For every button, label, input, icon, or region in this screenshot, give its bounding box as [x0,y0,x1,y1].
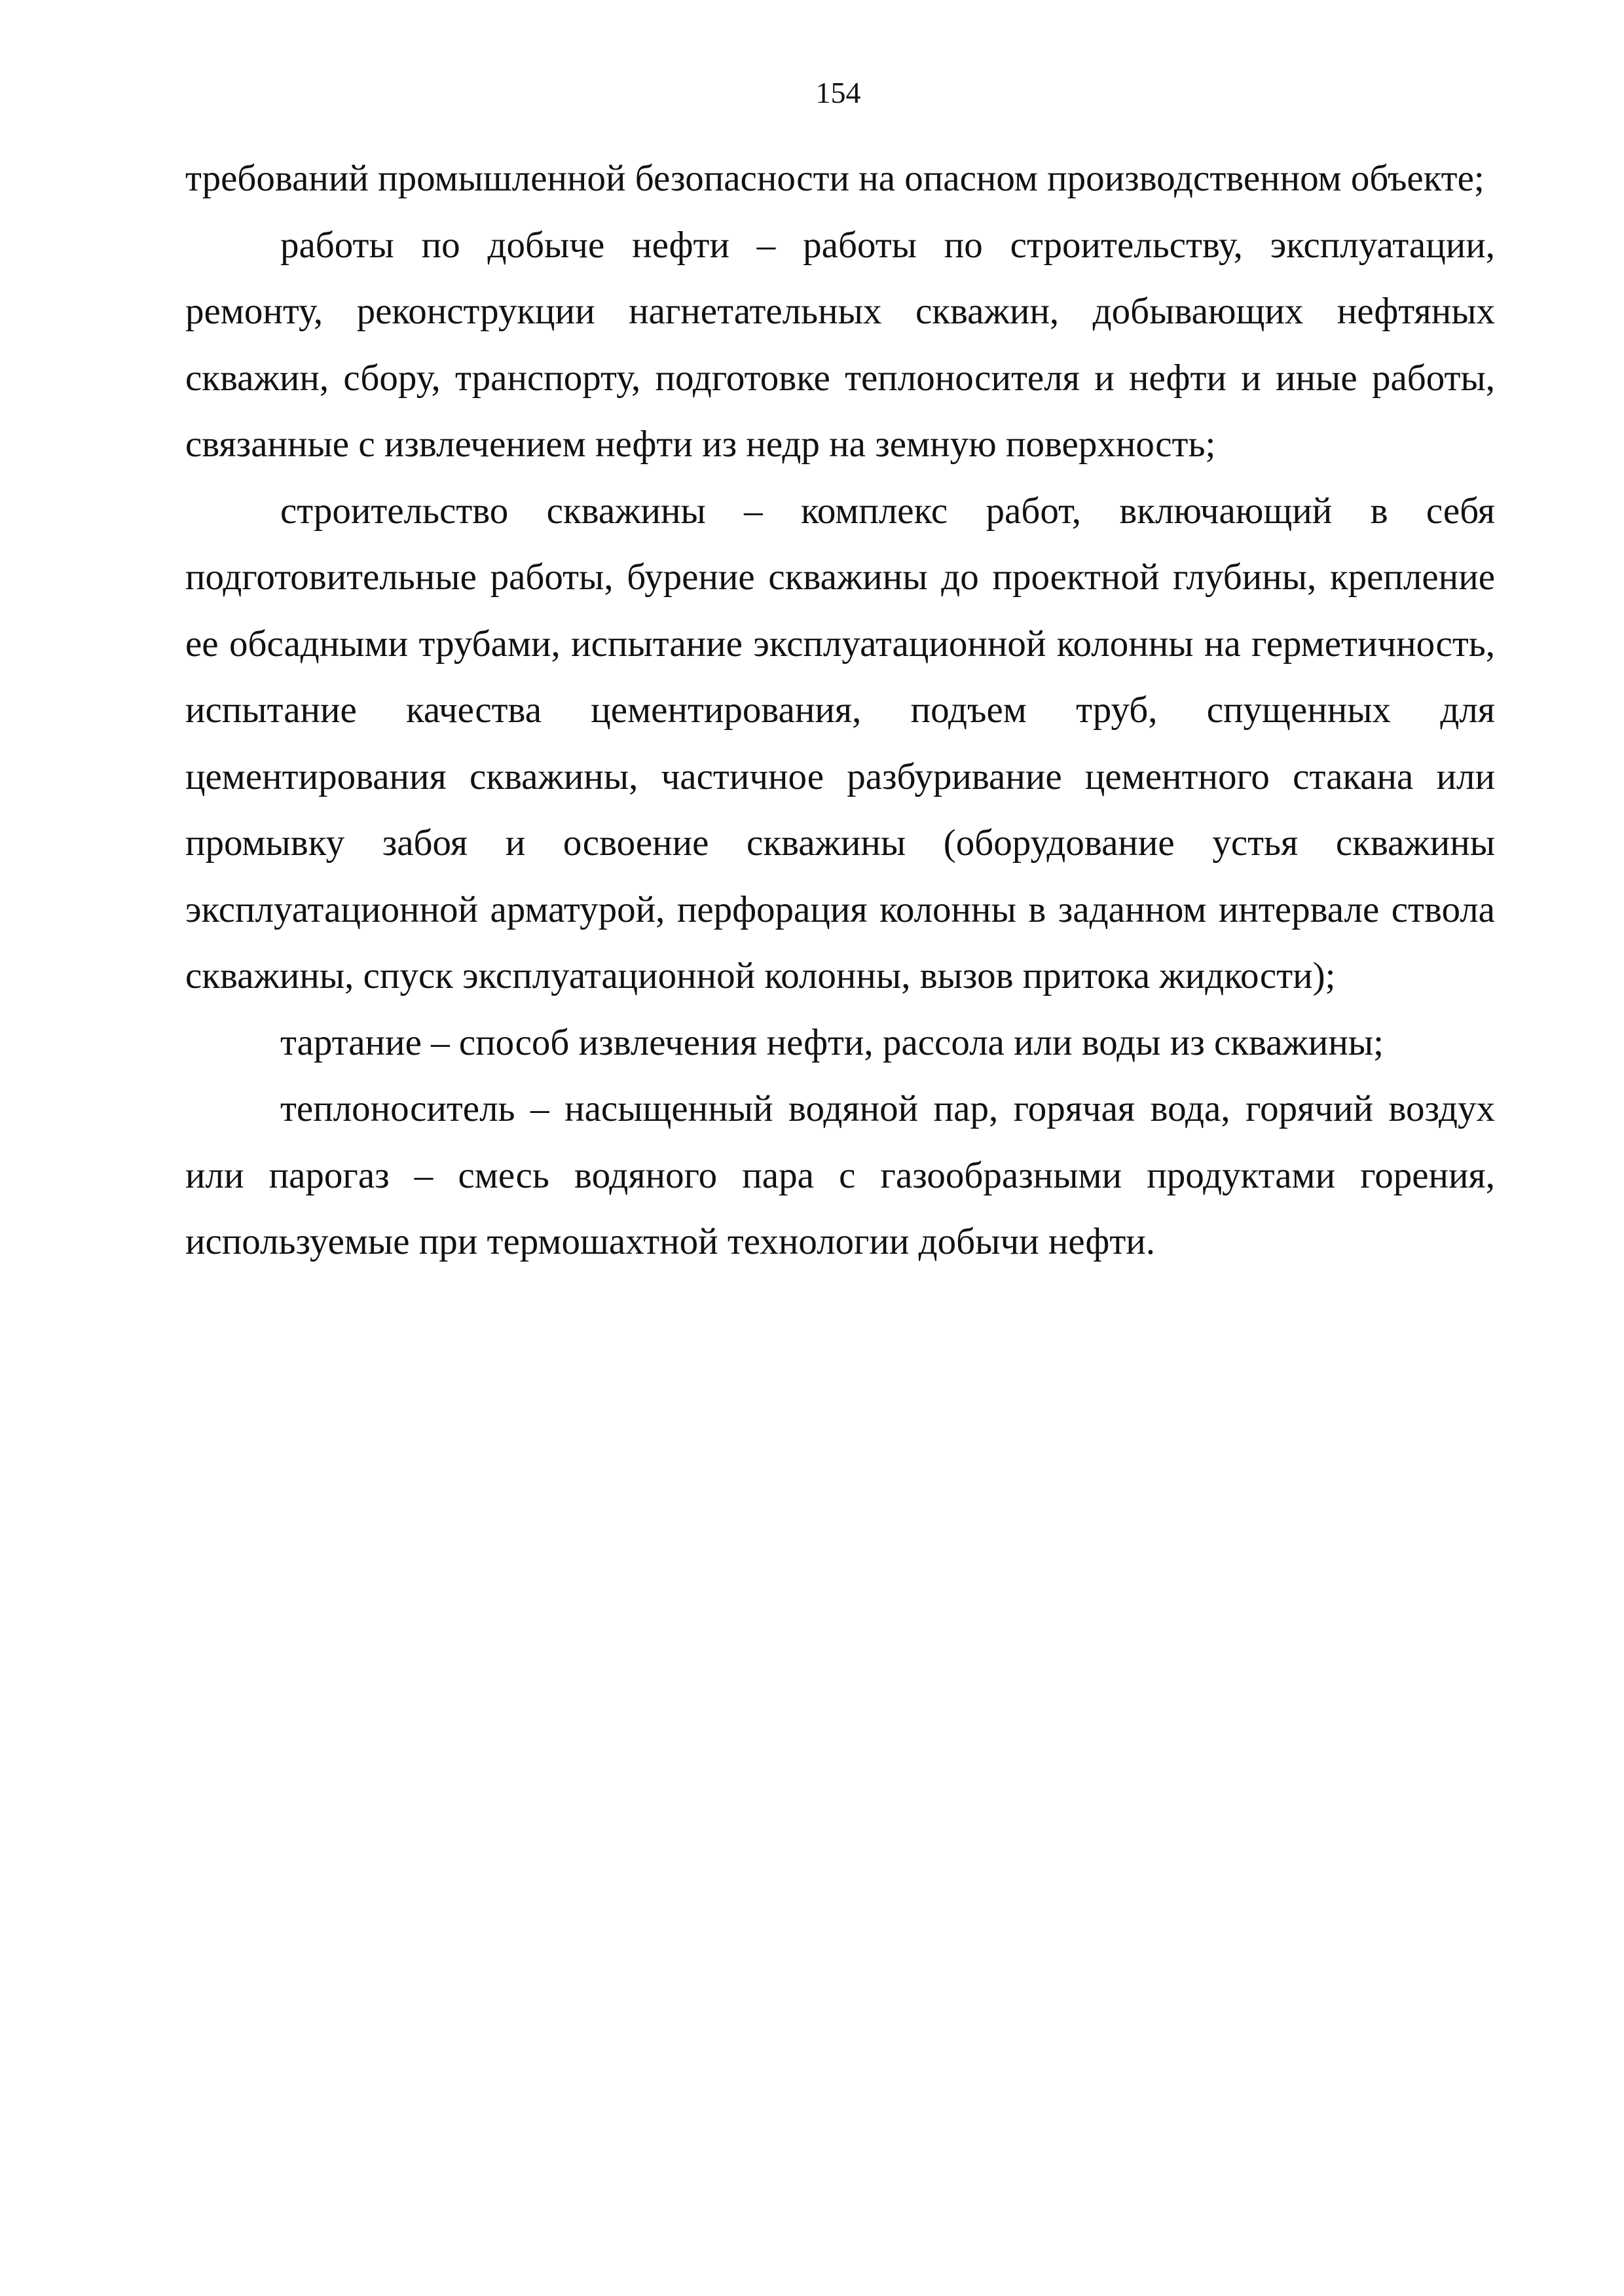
page-number: 154 [815,76,861,109]
paragraph-bailing: тартание – способ извлечения нефти, рассола или воды из скважины; [280,1021,1384,1063]
paragraph-well-construction: строительство скважины – комплекс работ, включающий в себя подготовительные работы, бурение скважины до проектной глубины, крепление ее обсадными трубами, испытание эксплуатационной колонны на герметичность, испытание качества цементирования, подъем труб, спущенных для цементирования скважины, частичное разбуривание цементного стакана или промывку забоя и освоение скважины (оборудование устья скважины эксплуатационной арматурой, перфорация колонны в заданном интервале ствола скважины, спуск эксплуатационной колонны, вызов притока жидкости); [185,490,1495,996]
paragraph-heat-carrier: теплоноситель – насыщенный водяной пар, горячая вода, горячий воздух или парогаз – смесь водяного пара с газообразными продуктами горения, используемые при термошахтной технологии добычи нефти. [185,1088,1495,1262]
paragraph-oil-extraction-works: работы по добыче нефти – работы по строительству, эксплуатации, ремонту, реконструкции нагнетательных скважин, добывающих нефтяных скважин, сбору, транспорту, подготовке теплоносителя и нефти и иные работы, связанные с извлечением нефти из недр на земную поверхность; [185,224,1495,465]
paragraph-continuation: требований промышленной безопасности на опасном производственном объекте; [185,158,1485,199]
body-text [185,145,1495,1275]
